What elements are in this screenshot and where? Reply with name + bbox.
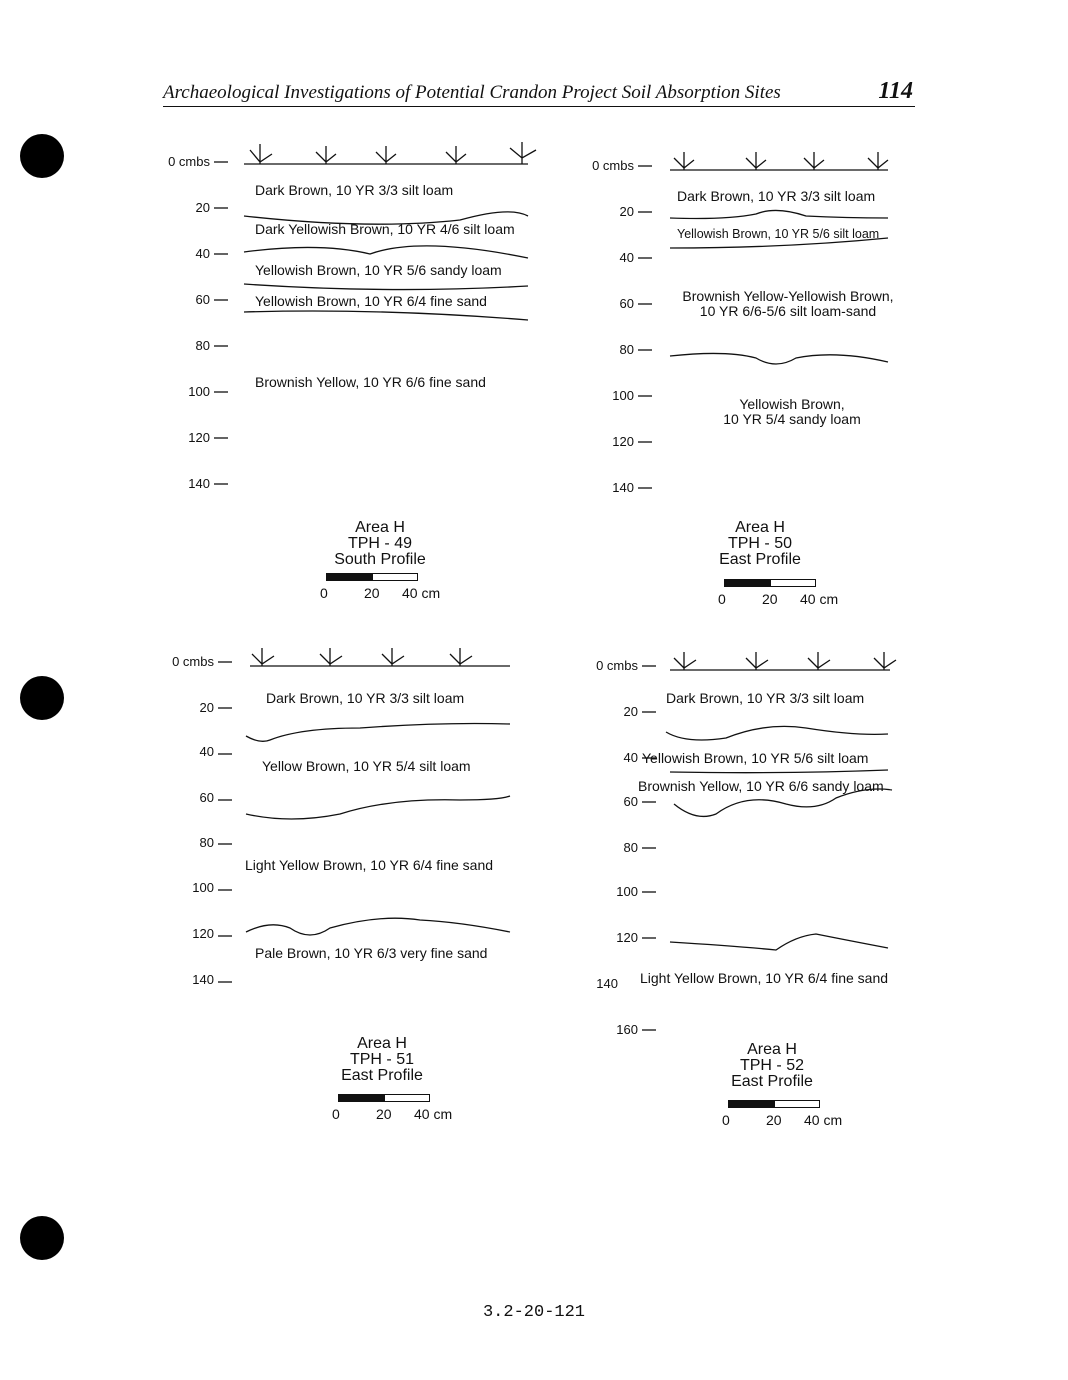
grass-symbol [804,152,824,170]
horizon-boundary [666,726,888,740]
horizon-boundary [246,724,510,742]
grass-symbol [746,152,766,170]
horizon-label: Yellowish Brown, 10 YR 5/6 sandy loam [255,262,502,278]
page-header [163,76,915,107]
depth-label: 120 [192,926,214,941]
depth-label: 80 [619,342,634,357]
scale-label: 0 [718,591,726,607]
profile-caption [302,1036,462,1084]
grass-symbol [510,142,536,164]
profile-caption [692,1042,852,1090]
depth-label: 140 [612,480,634,495]
horizon-boundary [244,311,528,320]
caption-area: Area H [355,519,405,536]
caption-test-pit: TPH - 51 [349,1051,414,1068]
depth-label: 140 [192,972,214,987]
horizon-label: Brownish Yellow, 10 YR 6/6 sandy loam [638,778,884,794]
depth-label: 60 [195,292,210,307]
horizon-boundary [244,246,528,258]
depth-label: 40 [199,744,214,759]
horizon-label: 10 YR 5/4 sandy loam [723,411,861,427]
horizon-label: Dark Brown, 10 YR 3/3 silt loam [266,690,465,706]
horizon-label: Dark Brown, 10 YR 3/3 silt loam [255,182,454,198]
horizon-boundary [246,918,510,935]
soil-profile-tph-52 [586,646,1046,1126]
scale-bar-graphic [326,573,418,581]
document-number: 3.2-20-121 [482,1303,586,1322]
caption-area: Area H [735,519,785,536]
caption-test-pit: TPH - 49 [347,535,412,552]
depth-label: 0 cmbs [172,654,214,669]
grass-symbol [746,652,768,670]
depth-label: 100 [192,880,214,895]
horizon-boundary [670,353,888,364]
scale-bar-graphic [724,579,816,587]
scale-label: 40 cm [800,591,839,607]
horizon-label: Yellowish Brown, 10 YR 5/6 silt loam [677,227,880,241]
depth-label: 60 [619,296,634,311]
horizon-boundary [670,770,888,773]
profile-caption [300,520,460,568]
depth-label: 20 [195,200,210,215]
horizon-label: Dark Brown, 10 YR 3/3 silt loam [666,690,865,706]
scale-label: 40 cm [402,585,441,601]
profile-caption [680,520,840,568]
caption-area: Area H [747,1041,797,1058]
grass-symbol [320,648,342,666]
grass-symbol [674,652,696,670]
caption-test-pit: TPH - 52 [739,1057,804,1074]
horizon-label: Pale Brown, 10 YR 6/3 very fine sand [255,945,488,961]
caption-profile-side: East Profile [731,1073,813,1090]
depth-label: 120 [612,434,634,449]
depth-label: 0 cmbs [592,158,634,173]
horizon-label: Yellowish Brown, 10 YR 5/6 silt loam [642,750,869,766]
horizon-label: Yellowish Brown, 10 YR 6/4 fine sand [255,293,487,309]
horizon-boundary [670,934,888,950]
depth-label: 140 [188,476,210,491]
depth-label: 80 [199,835,214,850]
scale-label: 20 [376,1106,392,1122]
horizon-label: Yellow Brown, 10 YR 5/4 silt loam [262,758,471,774]
horizon-label: Brownish Yellow, 10 YR 6/6 fine sand [255,374,486,390]
depth-label: 0 cmbs [596,658,638,673]
depth-label: 140 [596,976,618,991]
scale-label: 0 [320,585,328,601]
depth-label: 40 [619,250,634,265]
grass-symbol [674,152,694,170]
soil-profile-tph-51 [160,644,620,1124]
horizon-boundary [244,284,528,290]
horizon-label: 10 YR 6/6-5/6 silt loam-sand [699,303,877,319]
scale-label: 40 cm [804,1112,843,1128]
depth-label: 40 [195,246,210,261]
horizon-label: Light Yellow Brown, 10 YR 6/4 fine sand [640,970,889,986]
depth-label: 60 [199,790,214,805]
grass-symbol [316,146,336,164]
horizon-label: Brownish Yellow-Yellowish Brown, [682,288,894,304]
grass-symbol [382,648,404,666]
binder-hole [20,676,64,720]
grass-symbol [446,146,466,164]
scale-label: 40 cm [414,1106,453,1122]
page-number: 114 [878,78,913,104]
scale-bar-graphic [728,1100,820,1108]
scale-label: 20 [762,591,778,607]
scale-bar-graphic [338,1094,430,1102]
grass-symbol [250,144,272,164]
grass-symbol [450,648,472,666]
grass-symbol [376,146,396,164]
horizon-boundary [670,210,888,218]
caption-profile-side: East Profile [719,551,801,568]
depth-label: 0 cmbs [168,154,210,169]
depth-label: 40 [623,750,638,765]
caption-test-pit: TPH - 50 [727,535,792,552]
horizon-label: Light Yellow Brown, 10 YR 6/4 fine sand [245,857,494,873]
horizon-boundary [246,796,510,819]
binder-hole [20,134,64,178]
depth-label: 20 [619,204,634,219]
horizon-label: Dark Brown, 10 YR 3/3 silt loam [677,188,876,204]
binder-hole [20,1216,64,1260]
depth-label: 80 [195,338,210,353]
caption-profile-side: East Profile [341,1067,423,1084]
depth-label: 20 [623,704,638,719]
page-title: Archaeological Investigations of Potential Crandon Project Soil Absorption Sites [163,82,781,103]
scale-label: 20 [766,1112,782,1128]
scale-label: 0 [332,1106,340,1122]
depth-label: 80 [623,840,638,855]
depth-label: 60 [623,794,638,809]
scale-label: 0 [722,1112,730,1128]
grass-symbol [868,152,888,170]
depth-label: 100 [188,384,210,399]
grass-symbol [874,652,896,670]
soil-profile-tph-50 [586,144,1046,624]
depth-label: 120 [188,430,210,445]
depth-label: 20 [199,700,214,715]
horizon-label: Dark Yellowish Brown, 10 YR 4/6 silt loam [255,221,515,237]
depth-label: 160 [616,1022,638,1037]
horizon-label: Yellowish Brown, [739,396,845,412]
caption-area: Area H [357,1035,407,1052]
depth-label: 100 [612,388,634,403]
grass-symbol [808,652,830,670]
scale-label: 20 [364,585,380,601]
depth-label: 120 [616,930,638,945]
caption-profile-side: South Profile [334,551,426,568]
soil-profile-tph-49 [160,140,620,620]
depth-label: 100 [616,884,638,899]
grass-symbol [252,648,274,666]
